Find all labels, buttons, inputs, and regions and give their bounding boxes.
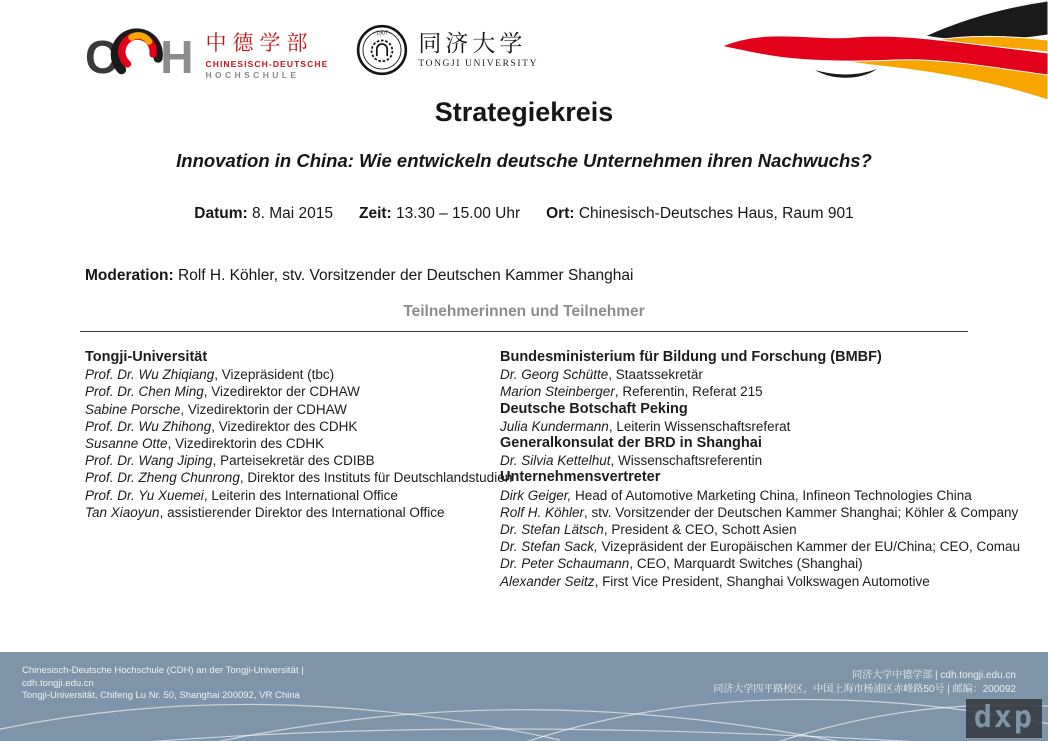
- participant-row: [500, 418, 1045, 435]
- footer-right-line2: 同济大学四平路校区，中国上海市杨浦区赤峰路50号 | 邮编：200092: [713, 684, 1016, 695]
- participants-heading: Teilnehmerinnen und Teilnehmer: [403, 303, 645, 320]
- participant-role: , assistierender Direktor des International Office: [159, 504, 445, 520]
- participant-row: [500, 452, 1045, 469]
- event-time: Zeit: 13.30 – 15.00 Uhr: [359, 205, 521, 222]
- footer-right-line1: 同济大学中德学部 | cdh.tongji.edu.cn: [852, 670, 1016, 681]
- footer-left-line3: Tongji-Universität, Chifeng Lu Nr. 50, Shanghai 200092, VR China: [22, 690, 300, 701]
- participant-name: Prof. Dr. Wang Jiping: [85, 453, 213, 469]
- dxp-watermark: dxp: [966, 699, 1042, 738]
- participant-role: , Vizepräsident (tbc): [214, 367, 335, 383]
- participant-group-heading: Tongji-Universität: [85, 349, 208, 365]
- tongji-chinese-name: 同济大学: [418, 29, 527, 56]
- participant-role: Head of Automotive Marketing China, Infineon Technologies China: [571, 487, 972, 503]
- participant-name: Dr. Stefan Sack,: [500, 539, 598, 555]
- participant-role: , Vizedirektorin der CDHAW: [180, 401, 347, 417]
- participant-row: [500, 487, 1045, 504]
- participant-name: Prof. Dr. Wu Zhihong: [85, 418, 212, 434]
- footer-address-left: [22, 665, 304, 703]
- participant-role: , Vizedirektorin des CDHK: [167, 436, 325, 452]
- cdh-letter-h: H: [160, 31, 194, 83]
- cdh-german-name-line1: CHINESISCH-DEUTSCHE: [205, 59, 329, 69]
- participant-row: [85, 418, 495, 435]
- participant-name: Marion Steinberger: [500, 384, 615, 400]
- participant-name: Rolf H. Köhler: [500, 504, 585, 520]
- participant-name: Dirk Geiger,: [500, 487, 572, 503]
- participants-column-left: [85, 349, 513, 521]
- cdh-logo: [85, 12, 329, 83]
- participant-row: [85, 504, 495, 521]
- tongji-english-name: TONGJI UNIVERSITY: [418, 58, 539, 69]
- tongji-logo: [356, 12, 538, 76]
- participant-name: Alexander Seitz: [500, 573, 595, 589]
- german-flag-wave-icon: [700, 0, 1048, 100]
- participant-name: Julia Kundermann: [500, 418, 609, 434]
- participant-name: Dr. Silvia Kettelhut: [500, 453, 611, 469]
- participant-group-heading: Bundesministerium für Bildung und Forschung (BMBF): [500, 349, 882, 365]
- participant-row: [500, 366, 1045, 383]
- participant-role: , CEO, Marquardt Switches (Shanghai): [629, 556, 863, 572]
- participant-name: Prof. Dr. Zheng Chunrong: [85, 470, 240, 486]
- footer-left-line1: Chinesisch-Deutsche Hochschule (CDH) an der Tongji-Universität |: [22, 665, 304, 676]
- participant-name: Prof. Dr. Wu Zhiqiang: [85, 367, 215, 383]
- participant-row: [85, 366, 495, 383]
- participant-name: Sabine Porsche: [85, 401, 181, 417]
- tongji-seal-icon: [356, 24, 408, 76]
- cdh-chinese-name: 中德学部: [205, 31, 314, 55]
- participant-row: [85, 452, 495, 469]
- participant-name: Dr. Georg Schütte: [500, 367, 609, 383]
- participant-name: Dr. Peter Schaumann: [500, 556, 630, 572]
- participant-row: [85, 383, 495, 400]
- footer-left-line2: cdh.tongji.edu.cn: [22, 677, 94, 689]
- participant-name: Prof. Dr. Yu Xuemei: [85, 487, 204, 503]
- participant-name: Susanne Otte: [85, 436, 168, 452]
- participant-role: , Referentin, Referat 215: [614, 384, 763, 400]
- participant-row: [85, 487, 495, 504]
- participant-group-heading: Generalkonsulat der BRD in Shanghai: [500, 435, 762, 452]
- footer-address-right: [713, 669, 1016, 697]
- participant-role: , Leiterin Wissenschaftsreferat: [608, 418, 791, 434]
- header-logos: [85, 12, 539, 83]
- participant-role: , Vizedirektor des CDHK: [211, 418, 358, 434]
- participant-row: [500, 538, 1045, 555]
- participant-row: [85, 401, 495, 418]
- participant-row: [500, 383, 1045, 400]
- participant-role: Vizepräsident der Europäischen Kammer der EU/China; CEO, Comau: [597, 539, 1020, 555]
- participant-role: , Wissenschaftsreferentin: [610, 453, 763, 469]
- footer-bar: [0, 652, 1048, 741]
- tongji-logo-text: [418, 29, 539, 69]
- moderation-line: Moderation: Rolf H. Köhler, stv. Vorsitzender der Deutschen Kammer Shanghai: [85, 267, 634, 284]
- participant-name: Prof. Dr. Chen Ming: [85, 384, 204, 400]
- participant-row: [85, 435, 495, 452]
- participant-row: [500, 573, 1045, 590]
- participant-role: , Vizedirektor der CDHAW: [203, 384, 360, 400]
- participant-name: Tan Xiaoyun: [85, 504, 160, 520]
- participant-group-heading: Deutsche Botschaft Peking: [500, 400, 688, 417]
- cdh-logo-text: [205, 16, 328, 80]
- participant-row: [85, 469, 513, 486]
- participant-row: [500, 504, 1045, 521]
- event-info-line: [0, 205, 1048, 223]
- participant-role: , Direktor des Instituts für Deutschlandstudien: [239, 470, 513, 486]
- event-location: Ort: Chinesisch-Deutsches Haus, Raum 901: [546, 205, 854, 222]
- participant-row: [500, 521, 1045, 538]
- tongji-seal-year: 1907: [376, 30, 389, 37]
- participant-role: , Staatssekretär: [608, 367, 703, 383]
- event-date: Datum: 8. Mai 2015: [194, 205, 333, 222]
- participant-role: , First Vice President, Shanghai Volkswagen Automotive: [594, 573, 930, 589]
- cdh-letter-c: C: [85, 31, 117, 83]
- participant-group-heading: Unternehmensvertreter: [500, 469, 661, 486]
- participant-role: , President & CEO, Schott Asien: [603, 522, 797, 538]
- page-subtitle: Innovation in China: Wie entwickeln deutsche Unternehmen ihren Nachwuchs?: [176, 150, 872, 171]
- page-title: Strategiekreis: [434, 97, 614, 127]
- participant-name: Dr. Stefan Lätsch: [500, 522, 604, 538]
- participant-role: , Parteisekretär des CDIBB: [212, 453, 375, 469]
- participant-row: [500, 555, 1045, 572]
- heading-divider: [80, 331, 968, 332]
- participants-column-right: [500, 349, 1045, 590]
- cdh-german-name-line2: HOCHSCHULE: [205, 70, 300, 80]
- participant-role: , stv. Vorsitzender der Deutschen Kammer Shanghai; Köhler & Company: [584, 504, 1019, 520]
- participant-role: , Leiterin des International Office: [203, 487, 398, 503]
